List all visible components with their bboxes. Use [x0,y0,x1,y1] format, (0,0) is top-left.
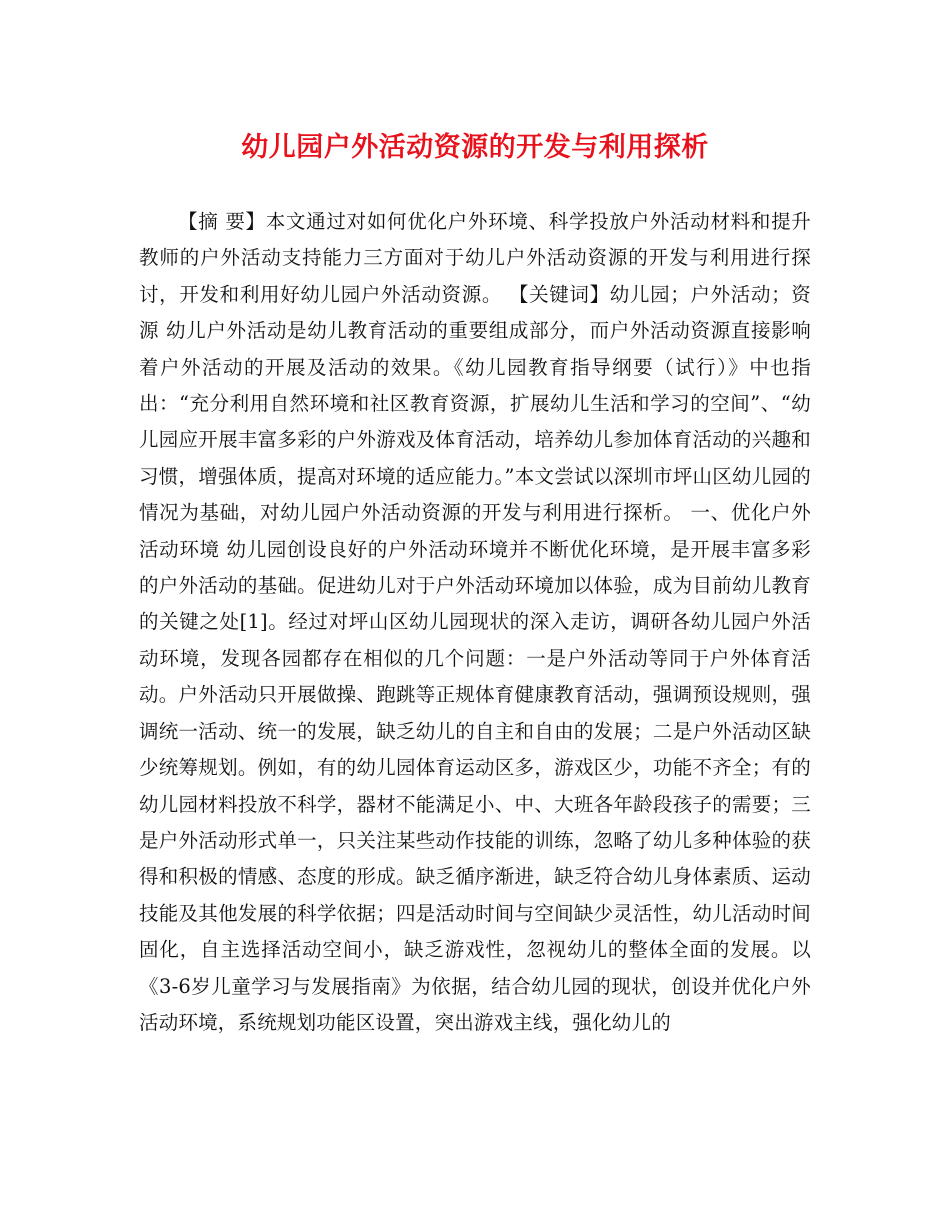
document-body: 【摘 要】本文通过对如何优化户外环境、科学投放户外活动材料和提升教师的户外活动支持能力三方面对于幼儿户外活动资源的开发与利用进行探讨，开发和利用好幼儿园户外活动资源。 【关键词】幼儿园；户外活动；资源 幼儿户外活动是幼儿教育活动的重要组成部分，而户外活动资源直接影响着户外活动的开展及活动的效果。《幼儿园教育指导纲要（试行）》中也指出：“充分利用自然环境和社区教育资源，扩展幼儿生活和学习的空间”、“幼儿园应开展丰富多彩的户外游戏及体育活动，培养幼儿参加体育活动的兴趣和习惯，增强体质，提高对环境的适应能力。”本文尝试以深圳市坪山区幼儿园的情况为基础，对幼儿园户外活动资源的开发与利用进行探析。 一、优化户外活动环境 幼儿园创设良好的户外活动环境并不断优化环境，是开展丰富多彩的户外活动的基础。促进幼儿对于户外活动环境加以体验，成为目前幼儿教育的关键之处[1]。经过对坪山区幼儿园现状的深入走访，调研各幼儿园户外活动环境，发现各园都存在相似的几个问题：一是户外活动等同于户外体育活动。户外活动只开展做操、跑跳等正规体育健康教育活动，强调预设规则，强调统一活动、统一的发展，缺乏幼儿的自主和自由的发展；二是户外活动区缺少统筹规划。例如，有的幼儿园体育运动区多，游戏区少，功能不齐全；有的幼儿园材料投放不科学，器材不能满足小、中、大班各年龄段孩子的需要；三是户外活动形式单一，只关注某些动作技能的训练，忽略了幼儿多种体验的获得和积极的情感、态度的形成。缺乏循序渐进，缺乏符合幼儿身体素质、运动技能及其他发展的科学依据；四是活动时间与空间缺少灵活性，幼儿活动时间固化，自主选择活动空间小，缺乏游戏性，忽视幼儿的整体全面的发展。以《3-6岁儿童学习与发展指南》为依据，结合幼儿园的现状，创设并优化户外活动环境，系统规划功能区设置，突出游戏主线，强化幼儿的 [139,210,811,1034]
document-title: 幼儿园户外活动资源的开发与利用探析 [241,132,709,163]
